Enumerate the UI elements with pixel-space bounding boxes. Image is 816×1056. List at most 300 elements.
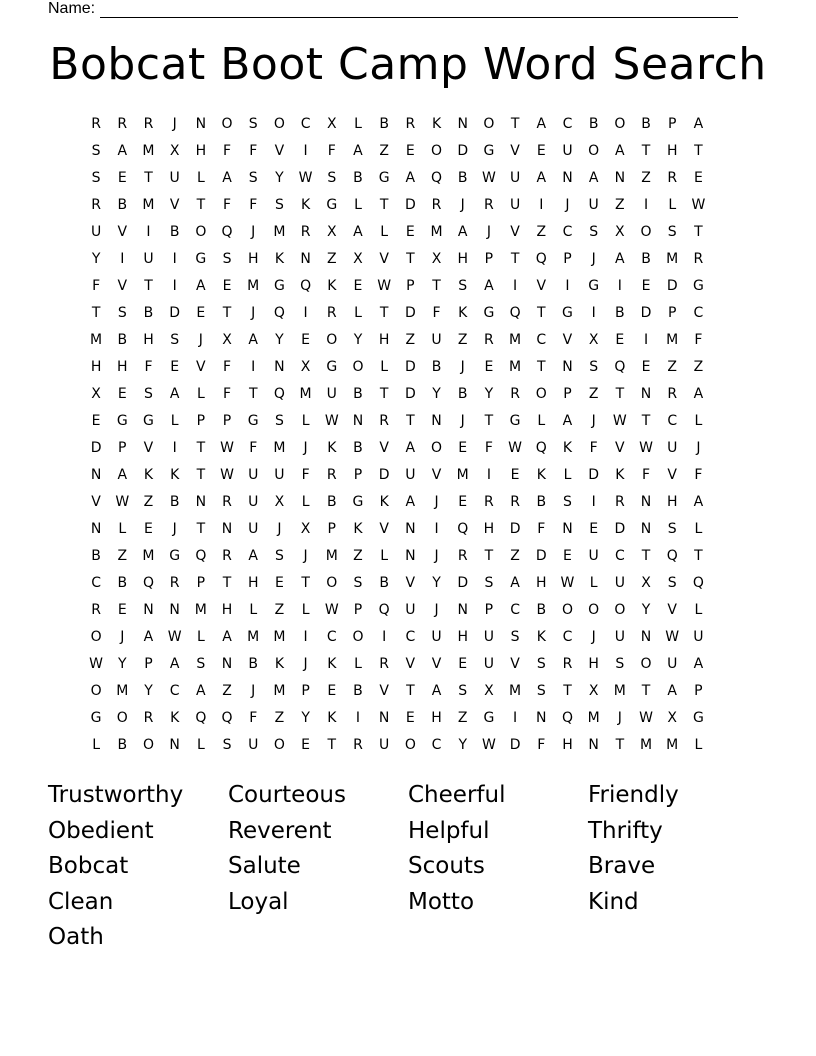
grid-letter: B (117, 197, 128, 213)
grid-letter: M (509, 683, 522, 699)
grid-row (83, 462, 733, 489)
grid-row (83, 408, 733, 435)
grid-letter: A (667, 683, 677, 699)
grid-letter: R (353, 737, 363, 753)
grid-letter: L (380, 359, 389, 375)
grid-letter: H (221, 602, 233, 618)
grid-letter: B (169, 224, 180, 240)
grid-letter: I (303, 143, 308, 159)
grid-letter: T (222, 305, 232, 321)
grid-letter: M (509, 359, 522, 375)
grid-letter: R (300, 224, 311, 240)
grid-letter: L (354, 305, 362, 321)
grid-letter: J (251, 224, 256, 240)
grid-letter: Q (195, 710, 207, 726)
grid-letter: J (277, 521, 282, 537)
grid-letter: R (484, 332, 494, 348)
grid-letter: V (431, 467, 442, 483)
grid-letter: F (327, 143, 336, 159)
grid-letter: N (640, 521, 652, 537)
grid-letter: W (377, 278, 392, 294)
grid-letter: E (405, 710, 415, 726)
grid-letter: T (641, 143, 651, 159)
grid-letter: C (562, 116, 573, 132)
grid-letter: B (169, 494, 180, 510)
grid-letter: I (120, 251, 125, 267)
grid-letter: N (352, 413, 364, 429)
grid-letter: Q (457, 521, 469, 537)
grid-row (83, 273, 733, 300)
grid-letter: I (591, 494, 596, 510)
grid-letter: B (143, 305, 154, 321)
grid-letter: E (458, 440, 468, 456)
grid-letter: N (143, 602, 154, 618)
grid-letter: B (536, 494, 547, 510)
grid-letter: M (666, 737, 679, 753)
grid-letter: E (510, 467, 520, 483)
grid-letter: U (562, 143, 573, 159)
grid-letter: E (458, 656, 468, 672)
grid-letter: N (536, 710, 547, 726)
grid-letter: S (510, 629, 520, 645)
grid-letter: B (588, 116, 599, 132)
grid-letter: T (406, 413, 415, 429)
grid-letter: N (640, 629, 652, 645)
grid-letter: P (196, 413, 206, 429)
grid-letter: A (117, 467, 128, 483)
word-list-item: Brave (588, 853, 656, 880)
grid-letter: H (90, 359, 102, 375)
grid-letter: M (273, 440, 286, 456)
grid-letter: S (91, 170, 101, 186)
grid-letter: M (247, 278, 260, 294)
grid-letter: B (326, 494, 337, 510)
grid-letter: V (169, 197, 180, 213)
grid-letter: X (484, 683, 494, 699)
grid-letter: Y (144, 683, 153, 699)
grid-letter: N (90, 521, 102, 537)
grid-letter: K (536, 467, 546, 483)
grid-letter: I (643, 197, 649, 213)
grid-letter: P (694, 683, 703, 699)
grid-letter: S (222, 737, 232, 753)
grid-letter: E (301, 737, 311, 753)
grid-letter: E (615, 332, 625, 348)
grid-row (83, 192, 733, 219)
grid-letter: A (353, 224, 363, 240)
grid-letter: I (251, 359, 256, 375)
grid-letter: W (560, 575, 575, 591)
grid-letter: E (91, 413, 101, 429)
grid-row (83, 354, 733, 381)
grid-letter: V (379, 521, 389, 537)
grid-letter: C (169, 683, 180, 699)
grid-letter: H (117, 359, 128, 375)
grid-letter: R (667, 386, 678, 402)
grid-letter: A (248, 332, 258, 348)
grid-letter: Z (457, 332, 468, 348)
grid-letter: D (457, 143, 469, 159)
grid-letter: D (404, 305, 416, 321)
grid-letter: B (536, 602, 547, 618)
grid-letter: X (300, 521, 311, 537)
grid-letter: M (613, 683, 626, 699)
grid-letter: N (378, 710, 390, 726)
grid-letter: K (353, 521, 363, 537)
grid-letter: S (589, 359, 599, 375)
grid-letter: H (247, 251, 259, 267)
word-list-item: Kind (588, 888, 639, 915)
grid-letter: S (274, 197, 284, 213)
grid-letter: O (90, 683, 102, 699)
grid-letter: B (353, 170, 363, 186)
grid-letter: C (431, 737, 442, 753)
grid-letter: M (430, 224, 443, 240)
grid-letter: V (510, 143, 520, 159)
grid-letter: G (378, 170, 390, 186)
grid-letter: V (91, 494, 101, 510)
grid-letter: B (353, 386, 363, 402)
grid-letter: S (563, 494, 572, 510)
grid-letter: B (353, 683, 363, 699)
grid-letter: G (90, 710, 102, 726)
grid-letter: J (591, 629, 596, 645)
grid-letter: U (248, 494, 259, 510)
grid-letter: K (274, 251, 284, 267)
grid-letter: I (643, 332, 649, 348)
grid-letter: F (249, 143, 258, 159)
grid-letter: X (326, 116, 337, 132)
grid-letter: B (379, 575, 389, 591)
grid-letter: R (484, 197, 494, 213)
grid-letter: U (431, 629, 442, 645)
grid-letter: R (379, 656, 390, 672)
grid-letter: F (223, 359, 232, 375)
grid-letter: E (117, 602, 127, 618)
grid-letter: T (510, 251, 520, 267)
grid-letter: U (274, 467, 285, 483)
word-list-item: Clean (48, 888, 114, 915)
grid-letter: L (196, 737, 205, 753)
grid-letter: Y (484, 386, 494, 402)
grid-letter: W (665, 629, 680, 645)
grid-letter: S (196, 656, 206, 672)
grid-letter: X (169, 143, 180, 159)
grid-letter: F (694, 332, 703, 348)
word-list-item: Courteous (228, 782, 346, 808)
grid-letter: A (536, 170, 547, 186)
grid-letter: V (405, 656, 416, 672)
grid-letter: K (431, 116, 442, 132)
grid-letter: O (221, 116, 233, 132)
grid-letter: M (194, 602, 207, 618)
grid-letter: B (457, 170, 468, 186)
grid-letter: Y (275, 170, 284, 186)
grid-letter: U (509, 197, 521, 213)
grid-letter: E (353, 278, 363, 294)
grid-letter: P (196, 575, 206, 591)
grid-letter: J (434, 548, 439, 564)
grid-letter: G (562, 305, 573, 321)
grid-letter: W (324, 602, 339, 618)
grid-letter: L (301, 413, 310, 429)
grid-letter: K (274, 656, 284, 672)
grid-letter: I (382, 629, 387, 645)
grid-letter: Z (353, 548, 363, 564)
grid-letter: K (327, 440, 337, 456)
grid-letter: A (693, 656, 704, 672)
grid-letter: N (90, 467, 102, 483)
grid-letter: M (142, 143, 155, 159)
grid-letter: I (172, 278, 177, 294)
grid-letter: R (510, 386, 520, 402)
grid-letter: V (510, 656, 520, 672)
grid-letter: I (355, 710, 361, 726)
grid-letter: T (563, 683, 572, 699)
grid-letter: H (378, 332, 390, 348)
grid-letter: Z (615, 197, 625, 213)
grid-letter: U (431, 332, 442, 348)
grid-letter: A (169, 656, 180, 672)
grid-letter: E (563, 548, 572, 564)
grid-letter: Y (91, 251, 101, 267)
grid-row (83, 327, 733, 354)
grid-letter: S (274, 413, 284, 429)
grid-letter: H (457, 251, 468, 267)
grid-letter: J (460, 359, 465, 375)
grid-row (83, 138, 733, 165)
grid-letter: S (589, 224, 599, 240)
grid-letter: F (249, 197, 258, 213)
grid-letter: B (641, 251, 651, 267)
grid-letter: T (196, 440, 206, 456)
grid-letter: S (353, 575, 363, 591)
grid-letter: R (143, 116, 154, 132)
grid-letter: O (326, 332, 338, 348)
grid-letter: R (91, 197, 101, 213)
grid-row (83, 597, 733, 624)
grid-letter: V (667, 602, 677, 618)
grid-letter: W (639, 710, 653, 726)
grid-letter: Y (458, 737, 467, 753)
grid-letter: O (614, 602, 626, 618)
grid-letter: C (91, 575, 101, 591)
grid-letter: O (431, 143, 443, 159)
grid-letter: P (222, 413, 232, 429)
grid-letter: T (537, 305, 546, 321)
grid-letter: T (537, 359, 546, 375)
grid-letter: Y (118, 656, 127, 672)
grid-letter: E (144, 521, 153, 537)
word-list-item: Reverent (228, 817, 332, 844)
grid-letter: M (273, 629, 286, 645)
grid-letter: S (170, 332, 180, 348)
grid-letter: M (299, 386, 312, 402)
grid-letter: T (694, 548, 703, 564)
grid-letter: V (536, 278, 547, 294)
grid-letter: F (249, 440, 258, 456)
grid-letter: D (588, 467, 600, 483)
grid-letter: U (326, 386, 337, 402)
grid-letter: H (483, 521, 495, 537)
grid-letter: E (693, 170, 703, 186)
grid-letter: E (458, 494, 468, 510)
grid-letter: L (694, 602, 703, 618)
grid-letter: L (589, 575, 598, 591)
grid-letter: A (143, 629, 154, 645)
grid-letter: L (354, 197, 362, 213)
grid-letter: L (380, 224, 389, 240)
grid-letter: U (588, 197, 599, 213)
grid-letter: H (666, 143, 678, 159)
grid-letter: S (248, 116, 258, 132)
grid-letter: X (615, 224, 625, 240)
grid-letter: I (434, 521, 439, 537)
grid-letter: I (303, 305, 308, 321)
grid-letter: L (170, 413, 179, 429)
grid-letter: W (167, 629, 182, 645)
grid-letter: A (615, 251, 625, 267)
letter-grid (83, 111, 733, 759)
grid-letter: T (694, 143, 703, 159)
grid-letter: Q (614, 359, 626, 375)
grid-letter: D (169, 305, 181, 321)
grid-letter: K (327, 656, 337, 672)
grid-letter: E (589, 521, 599, 537)
word-list-item: Oath (48, 924, 104, 951)
grid-letter: R (484, 494, 494, 510)
grid-letter: L (354, 656, 362, 672)
grid-letter: L (354, 116, 362, 132)
grid-row (83, 651, 733, 678)
grid-letter: I (513, 278, 518, 294)
grid-letter: X (326, 224, 337, 240)
grid-letter: T (91, 305, 101, 321)
grid-letter: U (90, 224, 102, 240)
grid-letter: R (693, 251, 704, 267)
grid-letter: T (406, 683, 415, 699)
grid-letter: O (116, 710, 128, 726)
word-list-item: Salute (228, 853, 301, 880)
grid-row (83, 219, 733, 246)
grid-letter: R (222, 494, 232, 510)
grid-letter: Z (405, 332, 416, 348)
grid-letter: R (91, 602, 101, 618)
word-list-item: Bobcat (48, 853, 129, 880)
grid-letter: S (458, 683, 468, 699)
grid-letter: R (431, 197, 442, 213)
grid-letter: N (274, 359, 285, 375)
grid-letter: T (510, 116, 520, 132)
grid-letter: K (379, 494, 389, 510)
grid-row (83, 570, 733, 597)
grid-letter: M (587, 710, 600, 726)
grid-letter: L (118, 521, 127, 537)
grid-letter: O (588, 143, 600, 159)
grid-letter: U (614, 629, 625, 645)
grid-letter: F (537, 521, 546, 537)
grid-letter: V (615, 440, 625, 456)
grid-letter: X (300, 359, 311, 375)
grid-letter: R (326, 305, 337, 321)
grid-letter: I (146, 224, 151, 240)
grid-letter: D (378, 467, 390, 483)
grid-letter: S (144, 386, 153, 402)
grid-letter: M (273, 224, 286, 240)
grid-letter: X (222, 332, 232, 348)
grid-letter: S (248, 170, 258, 186)
grid-letter: E (117, 170, 127, 186)
grid-letter: K (327, 710, 337, 726)
grid-letter: A (562, 413, 573, 429)
grid-letter: R (562, 656, 573, 672)
grid-letter: T (379, 386, 389, 402)
grid-letter: V (405, 575, 416, 591)
grid-letter: R (91, 116, 101, 132)
grid-letter: A (615, 143, 625, 159)
grid-letter: N (195, 494, 207, 510)
word-list-item: Friendly (588, 782, 679, 808)
grid-letter: J (460, 197, 465, 213)
grid-letter: E (405, 143, 415, 159)
grid-letter: S (274, 548, 284, 564)
grid-letter: A (693, 386, 704, 402)
grid-letter: X (667, 710, 678, 726)
grid-letter: J (120, 629, 125, 645)
grid-letter: N (562, 359, 573, 375)
grid-letter: G (692, 710, 704, 726)
grid-letter: N (588, 737, 599, 753)
grid-letter: H (143, 332, 154, 348)
grid-letter: N (614, 170, 626, 186)
grid-row (83, 705, 733, 732)
grid-letter: I (172, 440, 177, 456)
grid-letter: G (352, 494, 364, 510)
grid-letter: Q (300, 278, 312, 294)
grid-letter: O (273, 737, 285, 753)
grid-letter: A (484, 278, 494, 294)
grid-letter: S (615, 656, 625, 672)
grid-letter: B (248, 656, 259, 672)
grid-letter: Z (536, 224, 547, 240)
grid-letter: L (196, 170, 205, 186)
grid-letter: H (457, 629, 468, 645)
grid-letter: R (169, 575, 180, 591)
grid-letter: D (90, 440, 102, 456)
grid-letter: L (301, 602, 310, 618)
grid-letter: T (615, 737, 625, 753)
grid-letter: J (303, 440, 308, 456)
grid-letter: U (169, 170, 180, 186)
grid-letter: Z (117, 548, 128, 564)
grid-letter: A (196, 683, 206, 699)
grid-letter: W (89, 656, 104, 672)
grid-letter: M (325, 548, 338, 564)
grid-letter: M (509, 332, 522, 348)
grid-letter: Y (641, 602, 651, 618)
grid-letter: R (326, 467, 337, 483)
grid-letter: W (220, 467, 234, 483)
grid-letter: J (696, 440, 701, 456)
grid-letter: J (617, 710, 622, 726)
grid-letter: S (667, 521, 677, 537)
grid-letter: J (486, 224, 491, 240)
grid-letter: M (456, 467, 469, 483)
grid-letter: F (589, 440, 598, 456)
grid-letter: V (196, 359, 206, 375)
grid-letter: B (353, 440, 363, 456)
grid-letter: P (353, 467, 363, 483)
